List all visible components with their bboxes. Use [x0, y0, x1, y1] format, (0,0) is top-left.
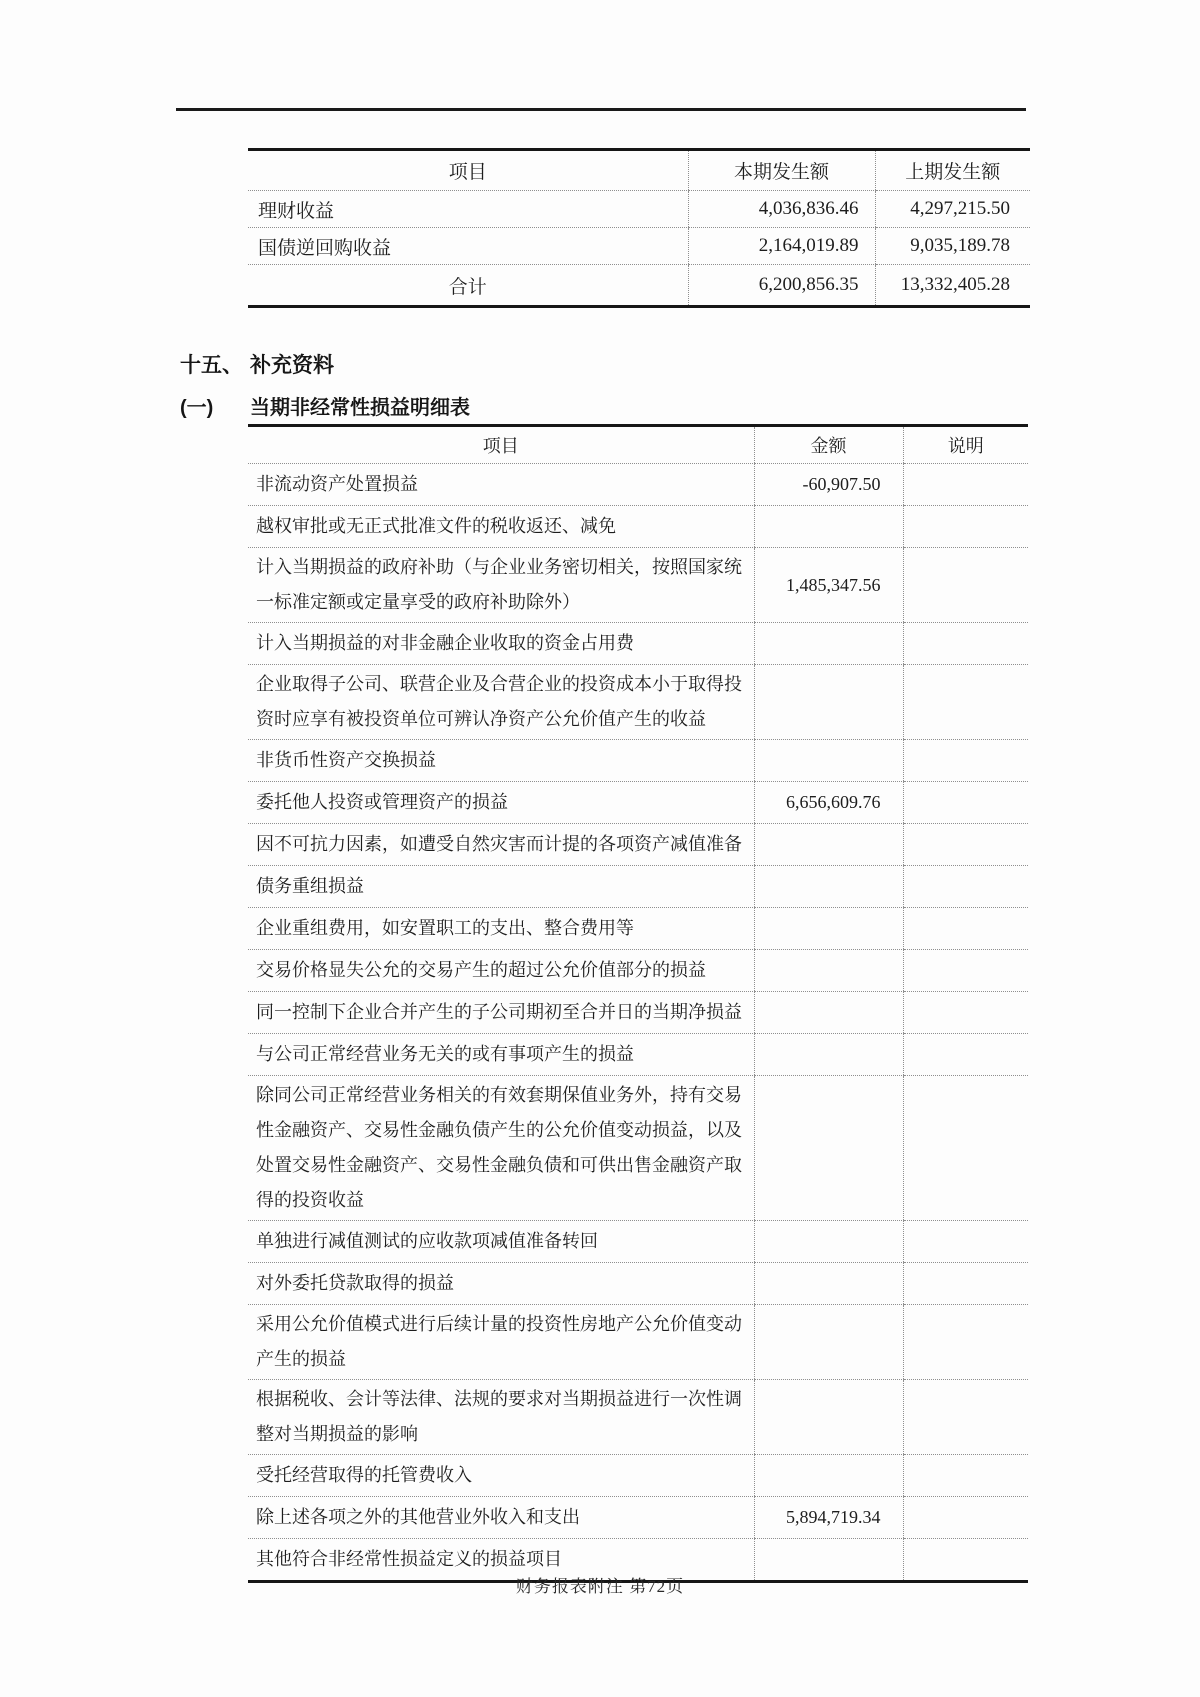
total-prior-period-amount: 13,332,405.28	[875, 265, 1030, 307]
amount-cell: -60,907.50	[754, 464, 903, 506]
item-label: 采用公允价值模式进行后续计量的投资性房地产公允价值变动产生的损益	[248, 1305, 754, 1380]
item-label: 除同公司正常经营业务相关的有效套期保值业务外，持有交易性金融资产、交易性金融负债产生的公允价值变动损益，以及处置交易性金融资产、交易性金融负债和可供出售金融资产取得的投资收益	[248, 1076, 754, 1221]
table-row	[248, 1497, 1028, 1539]
item-label: 非货币性资产交换损益	[248, 740, 754, 782]
table-row	[248, 866, 1028, 908]
table-row	[248, 548, 1028, 623]
item-label: 交易价格显失公允的交易产生的超过公允价值部分的损益	[248, 950, 754, 992]
page-footer: 财务报表附注 第72页	[515, 1577, 685, 1596]
amount-cell	[754, 866, 903, 908]
note-cell	[903, 908, 1028, 950]
note-cell	[903, 506, 1028, 548]
table-row	[248, 623, 1028, 665]
column-header-current-period: 本期发生额	[688, 150, 875, 191]
table-header-row	[248, 426, 1028, 464]
table-header-row	[248, 150, 1030, 191]
note-cell	[903, 1305, 1028, 1380]
item-label: 计入当期损益的对非金融企业收取的资金占用费	[248, 623, 754, 665]
table-row	[248, 506, 1028, 548]
table-row	[248, 464, 1028, 506]
note-cell	[903, 1034, 1028, 1076]
non-recurring-items-table	[248, 424, 1028, 1583]
table-row	[248, 1263, 1028, 1305]
amount-cell	[754, 1076, 903, 1221]
amount-cell	[754, 1380, 903, 1455]
table-row	[248, 1034, 1028, 1076]
column-header-item: 项目	[248, 150, 688, 191]
amount-cell	[754, 908, 903, 950]
table-row	[248, 824, 1028, 866]
item-label: 其他符合非经常性损益定义的损益项目	[248, 1539, 754, 1582]
amount-cell	[754, 824, 903, 866]
amount-cell	[754, 623, 903, 665]
current-period-amount: 2,164,019.89	[688, 228, 875, 265]
item-label: 因不可抗力因素，如遭受自然灾害而计提的各项资产减值准备	[248, 824, 754, 866]
amount-cell	[754, 506, 903, 548]
table-row	[248, 228, 1030, 265]
total-current-period-amount: 6,200,856.35	[688, 265, 875, 307]
note-cell	[903, 1497, 1028, 1539]
section-heading	[180, 349, 334, 379]
table-row	[248, 1305, 1028, 1380]
note-cell	[903, 740, 1028, 782]
subsection-number: (一)	[180, 397, 214, 419]
item-label: 单独进行减值测试的应收款项减值准备转回	[248, 1221, 754, 1263]
item-label: 企业取得子公司、联营企业及合营企业的投资成本小于取得投资时应享有被投资单位可辨认净资产公允价值产生的收益	[248, 665, 754, 740]
item-label: 越权审批或无正式批准文件的税收返还、减免	[248, 506, 754, 548]
amount-cell	[754, 665, 903, 740]
subsection-heading	[180, 391, 470, 420]
table-row	[248, 992, 1028, 1034]
income-table	[248, 148, 1030, 308]
section-number: 十五、	[180, 354, 243, 377]
item-label: 计入当期损益的政府补助（与企业业务密切相关，按照国家统一标准定额或定量享受的政府补助除外）	[248, 548, 754, 623]
item-label: 受托经营取得的托管费收入	[248, 1455, 754, 1497]
column-header-note: 说明	[903, 426, 1028, 464]
table-row	[248, 1380, 1028, 1455]
amount-cell: 5,894,719.34	[754, 1497, 903, 1539]
amount-cell	[754, 1034, 903, 1076]
note-cell	[903, 623, 1028, 665]
prior-period-amount: 4,297,215.50	[875, 191, 1030, 228]
item-label: 国债逆回购收益	[248, 228, 688, 265]
item-label: 债务重组损益	[248, 866, 754, 908]
item-label: 除上述各项之外的其他营业外收入和支出	[248, 1497, 754, 1539]
column-header-item: 项目	[248, 426, 754, 464]
section-title: 补充资料	[250, 354, 334, 377]
total-label: 合计	[248, 265, 688, 307]
table-row	[248, 908, 1028, 950]
item-label: 同一控制下企业合并产生的子公司期初至合并日的当期净损益	[248, 992, 754, 1034]
table-row	[248, 1221, 1028, 1263]
table-row	[248, 740, 1028, 782]
item-label: 委托他人投资或管理资产的损益	[248, 782, 754, 824]
amount-cell	[754, 1221, 903, 1263]
table-row	[248, 665, 1028, 740]
item-label: 与公司正常经营业务无关的或有事项产生的损益	[248, 1034, 754, 1076]
item-label: 企业重组费用，如安置职工的支出、整合费用等	[248, 908, 754, 950]
note-cell	[903, 464, 1028, 506]
item-label: 非流动资产处置损益	[248, 464, 754, 506]
note-cell	[903, 1380, 1028, 1455]
note-cell	[903, 866, 1028, 908]
prior-period-amount: 9,035,189.78	[875, 228, 1030, 265]
note-cell	[903, 950, 1028, 992]
page-top-rule	[176, 108, 1026, 111]
note-cell	[903, 992, 1028, 1034]
current-period-amount: 4,036,836.46	[688, 191, 875, 228]
amount-cell	[754, 950, 903, 992]
note-cell	[903, 1221, 1028, 1263]
table-row	[248, 191, 1030, 228]
table-row	[248, 1076, 1028, 1221]
note-cell	[903, 665, 1028, 740]
amount-cell	[754, 1305, 903, 1380]
amount-cell	[754, 992, 903, 1034]
column-header-prior-period: 上期发生额	[875, 150, 1030, 191]
note-cell	[903, 1263, 1028, 1305]
amount-cell	[754, 1455, 903, 1497]
item-label: 对外委托贷款取得的损益	[248, 1263, 754, 1305]
note-cell	[903, 1076, 1028, 1221]
column-header-amount: 金额	[754, 426, 903, 464]
note-cell	[903, 1455, 1028, 1497]
amount-cell: 1,485,347.56	[754, 548, 903, 623]
amount-cell	[754, 1263, 903, 1305]
subsection-title: 当期非经常性损益明细表	[250, 397, 470, 419]
table-total-row	[248, 265, 1030, 307]
item-label: 根据税收、会计等法律、法规的要求对当期损益进行一次性调整对当期损益的影响	[248, 1380, 754, 1455]
note-cell	[903, 782, 1028, 824]
item-label: 理财收益	[248, 191, 688, 228]
table-row	[248, 950, 1028, 992]
table-row	[248, 782, 1028, 824]
note-cell	[903, 548, 1028, 623]
amount-cell: 6,656,609.76	[754, 782, 903, 824]
table-row	[248, 1455, 1028, 1497]
amount-cell	[754, 740, 903, 782]
note-cell	[903, 824, 1028, 866]
